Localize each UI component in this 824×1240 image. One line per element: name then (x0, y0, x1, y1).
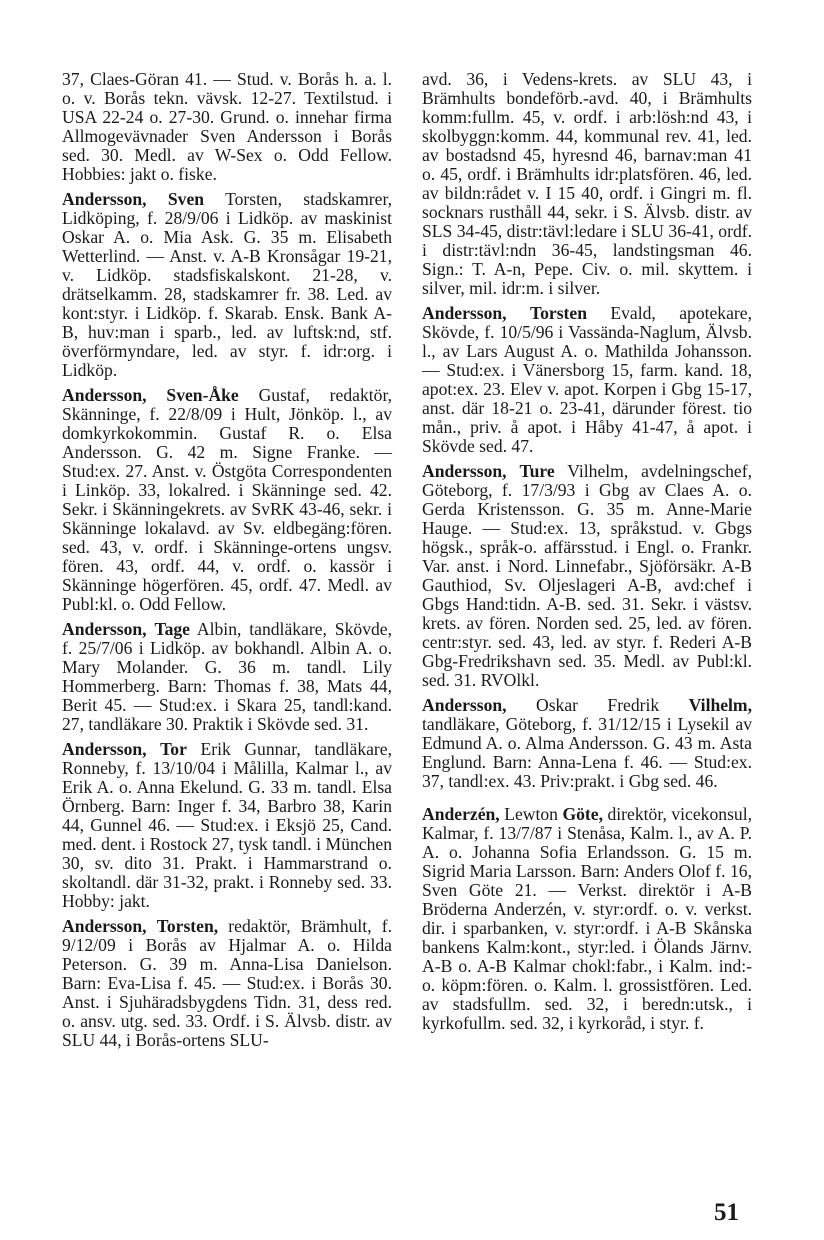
page-number: 51 (714, 1199, 739, 1226)
right-column (422, 70, 752, 1033)
biography-entry (62, 190, 392, 380)
entry-surname: Andersson, (62, 619, 147, 639)
entry-given-name: Ture (519, 461, 555, 481)
entry-text: tandläkare, Göteborg, f. 31/12/15 i Lysekil av Edmund A. o. Alma Andersson. G. 43 m. Asta Englund. Barn: Anna-Lena f. 46. — Stud:ex. 37, tandl:ex. 43. Priv:prakt. i Gbg sed. 46. (422, 714, 752, 791)
entry-given-name: Sven-Åke (166, 385, 239, 405)
entry-text: redaktör, Brämhult, f. 9/12/09 i Borås av Hjalmar A. o. Hilda Peterson. G. 39 m. Anna-Lisa Danielson. Barn: Eva-Lisa f. 45. — Stud:ex. i Borås 30. Anst. i Sjuhäradsbygdens Tidn. 31, dess red. o. ansv. utg. sed. 33. Ordf. i S. Älvsb. distr. av SLU 44, i Borås-ortens SLU- (62, 916, 392, 1050)
continued-entry-text: avd. 36, i Vedens-krets. av SLU 43, i Brämhults bondeförb.-avd. 40, i Brämhults komm:fullm. 45, v. ordf. i arb:lösh:nd 43, i skolbyggn:komm. 44, kommunal rev. 41, led. av bostadsnd 45, hyresnd 46, barnav:man 41 o. 45, ordf. i Brämhults idr:platsfören. 46, led. av bildn:rådet v. I 15 40, ordf. i Gingri m. fl. socknars rusthåll 44, sekr. i S. Älvsb. distr. av SLS 34-45, distr:tävl:ledare i SLU 36-41, ordf. i distr:tävl:ndn 36-45, landstingsman 46. Sign.: T. A-n, Pepe. Civ. o. mil. skyttem. i silver, mil. idr:m. i silver. (422, 69, 752, 298)
entry-text: Vilhelm, avdelningschef, Göteborg, f. 17/3/93 i Gbg av Claes A. o. Gerda Kristensson. G. 35 m. Anne-Marie Hauge. — Stud:ex. 13, språkstud. v. Gbgs högsk., språk-o. affärsstud. i Engl. o. Frankr. Var. anst. i Nord. Linnefabr., Sjöförsäkr. A-B Gauthiod, Sv. Oljeslageri A-B, avd:chef i Gbgs Hand:tidn. A-B. sed. 31. Sekr. i västsv. krets. av fören. Norden sed. 25, led. av fören. centr:styr. sed. 43, led. av styr. f. Rederi A-B Gbg-Fredrikshavn sed. 35. Medl. av Publ:kl. sed. 31. RVOlkl. (422, 461, 752, 690)
biography-entry (422, 696, 752, 791)
entry-given-name: Torsten (529, 303, 587, 323)
entry-text: Torsten, stadskamrer, Lidköping, f. 28/9/06 i Lidköp. av maskinist Oskar A. o. Mia Ask. G. 35 m. Elisabeth Wetterlind. — Anst. v. A-B Kronsågar 19-21, v. Lidköp. stadsfiskalskont. 21-28, v. drätselkamm. 28, stadskamrer fr. 38. Led. av kont:styr. i Lidköp. f. Skarab. Ensk. Bank A-B, huv:man i sparb., led. av luftsk:nd, stf. överförmyndare, led. av styr. f. idr:org. i Lidköp. (62, 189, 392, 380)
entry-text: Erik Gunnar, tandläkare, Ronneby, f. 13/10/04 i Målilla, Kalmar l., av Erik A. o. Anna Ekelund. G. 33 m. tandl. Elsa Örnberg. Barn: Inger f. 34, Barbro 38, Karin 44, Gunnel 46. — Stud:ex. i Eksjö 25, Cand. med. dent. i Rostock 27, tysk tandl. i München 30, sv. dito 31. Prakt. i Hammarstrand o. skoltandl. där 31-32, prakt. i Ronneby sed. 33. Hobby: jakt. (62, 739, 392, 911)
left-column (62, 70, 392, 1050)
biography-entry (422, 304, 752, 456)
entry-text: Gustaf, redaktör, Skänninge, f. 22/8/09 i Hult, Jönköp. l., av domkyrkokommin. Gustaf R. o. Elsa Andersson. G. 42 m. Signe Franke. — Stud:ex. 27. Anst. v. Östgöta Correspondenten i Linköp. 33, lokalred. i Skänninge sed. 42. Sekr. i Skänningekrets. av SvRK 43-46, sekr. i Skänninge lokalavd. av Sv. eldbegäng:fören. sed. 43, v. ordf. i Skänninge-ortens ungsv. fören. 43, ordf. 44, v. ordf. o. kassör i Skänninge högerfören. 45, ordf. 47. Medl. av Publ:kl. o. Odd Fellow. (62, 385, 392, 614)
entry-surname: Andersson, (422, 303, 507, 323)
biography-entry (62, 620, 392, 734)
entry-surname: Andersson, (62, 739, 147, 759)
entry-text: Oskar Fredrik (506, 695, 689, 715)
continued-entry-text: 37, Claes-Göran 41. — Stud. v. Borås h. a. l. o. v. Borås tekn. vävsk. 12-27. Textilstud. i USA 22-24 o. 27-30. Grund. o. innehar firma Allmogevävnader Sven Andersson i Borås sed. 30. Medl. av W-Sex o. Odd Fellow. Hobbies: jakt o. fiske. (62, 69, 392, 184)
entry-text: Evald, apotekare, Skövde, f. 10/5/96 i Vassända-Naglum, Älvsb. l., av Lars August A. o. Mathilda Johansson. — Stud:ex. i Vänersborg 15, farm. kand. 18, apot:ex. 23. Elev v. apot. Korpen i Gbg 15-17, anst. där 18-21 o. 23-41, därunder förest. tio mån., priv. å apot. i Håby 41-47, å apot. i Skövde sed. 47. (422, 303, 752, 456)
entry-text: Lewton (499, 804, 563, 824)
entry-given-name: Göte, (562, 804, 603, 824)
entry-text: direktör, vicekonsul, Kalmar, f. 13/7/87 i Stenåsa, Kalm. l., av A. P. A. o. Johanna Sofia Erlandsson. G. 15 m. Sigrid Maria Larsson. Barn: Anders Olof f. 16, Sven Göte 21. — Verkst. direktör i A-B Bröderna Anderzén, v. styr:ordf. o. v. verkst. dir. i sparbanken, v. styr:ordf. i A-B Skånska bankens Kalm:kont., styr:led. i Ölands Järnv. A-B o. A-B Kalmar chokl:fabr., i Kalm. ind:- o. köpm:fören. o. Kalm. l. grossistfören. Led. av stadsfullm. sed. 32, i beredn:utsk., i kyrkofullm. sed. 32, i kyrkoråd, i styr. f. (422, 804, 752, 1033)
biography-entry (62, 917, 392, 1050)
entry-surname: Andersson, (62, 916, 147, 936)
biography-entry (62, 386, 392, 614)
biography-entry (62, 740, 392, 911)
biography-entry (422, 805, 752, 1033)
entry-surname: Andersson, (422, 461, 507, 481)
entry-text: Albin, tandläkare, Skövde, f. 25/7/06 i Lidköp. av bokhandl. Albin A. o. Mary Molander. G. 36 m. tandl. Lily Hommerberg. Barn: Thomas f. 38, Mats 44, Berit 45. — Stud:ex. i Skara 25, tandl:kand. 27, tandläkare 30. Praktik i Skövde sed. 31. (62, 619, 392, 734)
entry-given-name: Tor (160, 739, 187, 759)
entry-given-name: Sven (167, 189, 205, 209)
biography-entry (422, 462, 752, 690)
entry-given-name: Torsten, (156, 916, 219, 936)
entry-surname: Andersson, (422, 695, 507, 715)
entry-surname: Andersson, (62, 385, 147, 405)
entry-surname: Anderzén, (422, 804, 500, 824)
entry-given-name: Vilhelm, (688, 695, 752, 715)
entry-given-name: Tage (154, 619, 190, 639)
entry-surname: Andersson, (62, 189, 147, 209)
